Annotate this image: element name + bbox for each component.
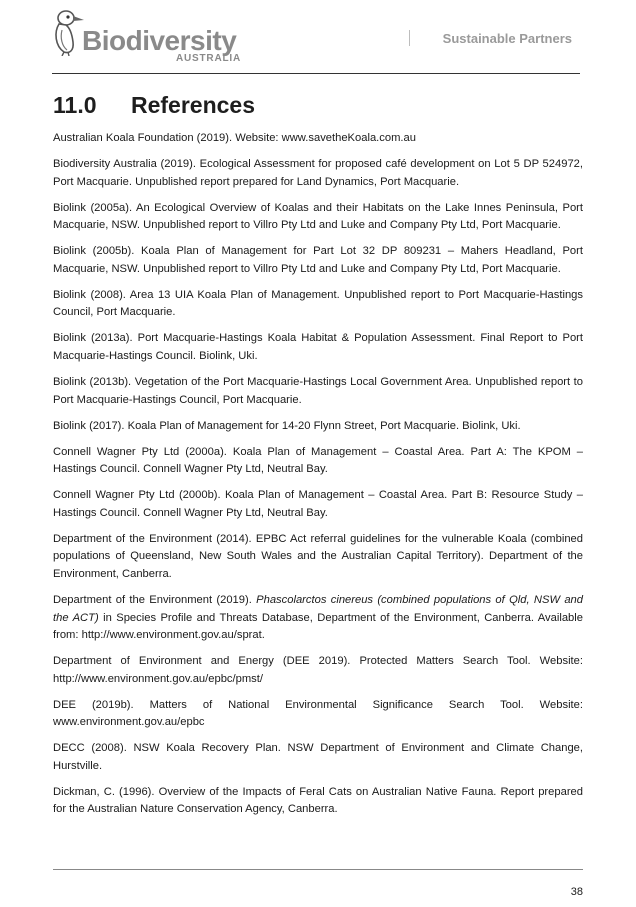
logo-wordmark: Biodiversity	[82, 25, 237, 56]
reference-item: Biolink (2017). Koala Plan of Management for 14-20 Flynn Street, Port Macquarie. Biolink, Uki.	[53, 419, 521, 432]
reference-text: in Species Profile and Threats Database, Department of the Environment, Canberra. Available from: http://www.environment.gov.au/sprat.	[53, 611, 583, 642]
header-rule	[52, 73, 580, 74]
reference-item	[53, 592, 583, 645]
reference-list	[53, 130, 583, 828]
reference-item: Department of the Environment (2014). EPBC Act referral guidelines for the vulnerable Koala (combined populations of Queensland, New South Wales and the Australian Capital Territory). Department of the Environment, Canberra.	[53, 532, 583, 580]
reference-item: Australian Koala Foundation (2019). Website: www.savetheKoala.com.au	[53, 132, 416, 144]
reference-item: Connell Wagner Pty Ltd (2000b). Koala Plan of Management – Coastal Area. Part B: Resource Study – Hastings Council. Connell Wagner Pty Ltd, Neutral Bay.	[53, 489, 583, 519]
reference-item: Dickman, C. (1996). Overview of the Impacts of Feral Cats on Australian Native Fauna. Report prepared for the Australian Nature Conservation Agency, Canberra.	[53, 785, 583, 816]
section-title: References	[131, 92, 256, 118]
footer-rule	[53, 869, 583, 870]
header-tagline: Sustainable Partners	[442, 31, 572, 46]
reference-item: Biolink (2005b). Koala Plan of Management for Part Lot 32 DP 809231 – Mahers Headland, Port Macquarie, NSW. Unpublished report to Villro Pty Ltd and Luke and Company Pty Ltd, Port Macquarie.	[53, 245, 583, 275]
header-divider	[409, 30, 410, 46]
reference-item: DEE (2019b). Matters of National Environmental Significance Search Tool. Website: www.environment.gov.au/epbc	[53, 698, 583, 729]
reference-item: Biolink (2005a). An Ecological Overview of Koalas and their Habitats on the Lake Innes Peninsula, Port Macquarie, NSW. Unpublished report to Villro Pty Ltd and Luke and Company Pty Ltd, Port Macquarie.	[53, 201, 583, 232]
reference-item: Department of Environment and Energy (DEE 2019). Protected Matters Search Tool. Website: http://www.environment.gov.au/epbc/pmst/	[53, 655, 583, 685]
reference-item: Biolink (2013a). Port Macquarie-Hastings Koala Habitat & Population Assessment. Final Report to Port Macquarie-Hastings Council. Biolink, Uki.	[53, 332, 583, 362]
reference-item: Biolink (2008). Area 13 UIA Koala Plan of Management. Unpublished report to Port Macquarie-Hastings Council, Port Macquarie.	[53, 288, 583, 319]
reference-item: Connell Wagner Pty Ltd (2000a). Koala Plan of Management – Coastal Area. Part A: The KPOM – Hastings Council. Connell Wagner Pty Ltd, Neutral Bay.	[53, 445, 583, 476]
section-number: 11.0	[53, 92, 97, 118]
logo-subtitle: AUSTRALIA	[176, 53, 241, 64]
page-header	[52, 0, 582, 76]
reference-item: Biolink (2013b). Vegetation of the Port Macquarie-Hastings Local Government Area. Unpublished report to Port Macquarie-Hastings Council, Port Macquarie.	[53, 376, 583, 406]
reference-item: DECC (2008). NSW Koala Recovery Plan. NSW Department of Environment and Climate Change, Hurstville.	[53, 742, 583, 772]
reference-item: Biodiversity Australia (2019). Ecological Assessment for proposed café development on Lot 5 DP 524972, Port Macquarie. Unpublished report prepared for Land Dynamics, Port Macquarie.	[53, 158, 583, 188]
reference-text: Department of the Environment (2019).	[53, 594, 257, 607]
biodiversity-logo	[52, 4, 252, 68]
section-heading	[53, 90, 255, 120]
page-number: 38	[570, 886, 583, 898]
species-name-italic: Phascolarctos cinereus (combined populations of Qld, NSW and the ACT)	[53, 594, 583, 624]
bird-logo-icon	[52, 6, 86, 56]
